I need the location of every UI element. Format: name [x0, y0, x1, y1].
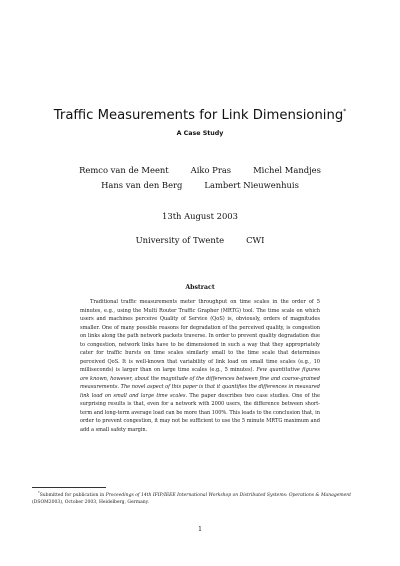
- paper-title: [0, 104, 400, 124]
- title-footnote-mark: *: [343, 108, 347, 115]
- abstract-text: The paper describes two case studies. One of the surprising results is that, even for a network with 2000 users, the difference between short-term and long-term average load can be more than 100%. This leads to the conclusion that, in order to prevent congestion, it may not be sufficient to use the 5 minute MRTG maximum and add a small safety margin.: [80, 392, 321, 433]
- footnote-text: Submitted for publication in: [39, 493, 106, 498]
- footnote-venue: Proceedings of 14th IFIP/IEEE International Workshop on Distributed Systems: Operations & Management: [105, 493, 352, 498]
- page-number: 1: [198, 526, 202, 533]
- affiliation: CWI: [246, 235, 265, 245]
- abstract-text: Traditional traffic measurements meter throughput on time scales in the order of 5 minutes, e.g., using the Multi Router Traffic Grapher (MRTG) tool. The time scale on which users and machines perceive Quality of Service (QoS) is, obviously, orders of magnitudes smaller. One of many possible reasons for degradation of the perceived quality, is congestion on links along the path network packets traverse. In order to prevent quality degradation due to congestion, network links have to be dimensioned in such a way that they appropriately cater for traffic bursts on time scales similarly small to the time scale that determines perceived QoS. It is well-known that variability of link load on small time scales (e.g., 10 milliseconds) is larger than on large time scales (e.g., 5 minutes).: [80, 299, 320, 373]
- abstract-heading: Abstract: [185, 284, 215, 291]
- paper-date: 13th August 2003: [162, 211, 238, 221]
- author-name: Remco van de Meent: [79, 165, 169, 175]
- footnote-rule: [32, 487, 106, 488]
- author-name: Michel Mandjes: [253, 165, 321, 175]
- author-name: Aiko Pras: [190, 165, 232, 175]
- authors-row-1: [0, 165, 400, 175]
- title-text: Traffic Measurements for Link Dimensioning: [53, 108, 344, 123]
- authors-row-2: [0, 180, 400, 190]
- abstract-body: [80, 298, 320, 434]
- abstract-italic-text: Few quantitative figures are known, however, about the magnitude of the differences between fine and coarse-grained measurements. The novel aspect of this paper is that it quantifies the differences in measured link load on small and large time scales.: [80, 367, 320, 399]
- author-name: Lambert Nieuwenhuis: [204, 180, 299, 190]
- affiliations: [0, 235, 400, 245]
- footnote-mark: *: [38, 491, 40, 495]
- footnote: [32, 490, 370, 507]
- footnote-text: (DSOM2003), October 2003, Heidelberg, Germany.: [32, 500, 150, 506]
- author-name: Hans van den Berg: [101, 180, 183, 190]
- paper-subtitle: A Case Study: [176, 130, 224, 137]
- affiliation: University of Twente: [135, 235, 225, 245]
